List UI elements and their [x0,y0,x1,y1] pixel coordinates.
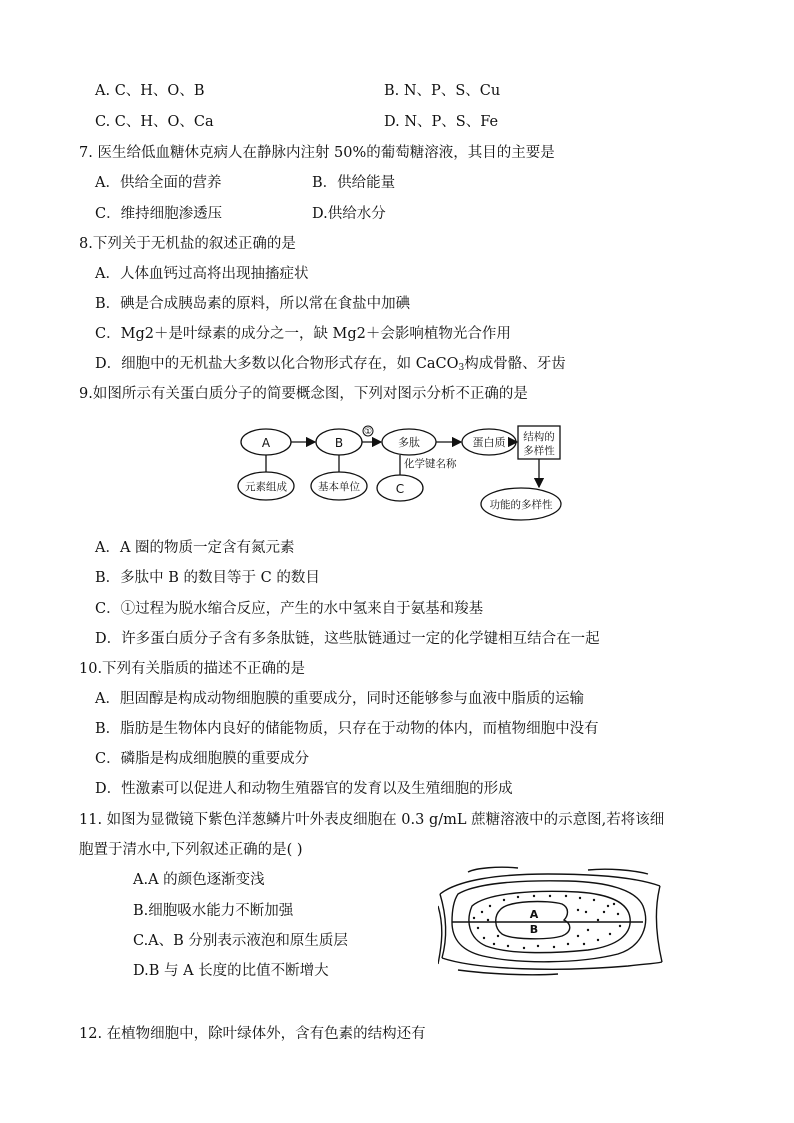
q6-option-b: B. N、P、S、Cu [384,83,501,99]
step-marker: ① [363,427,373,437]
q7-stem: 7. 医生给低血糖休克病人在静脉内注射 50%的葡萄糖溶液，其目的主要是 [79,145,555,161]
q8-option-d-text: D．细胞中的无机盐大多数以化合物形式存在，如 CaCO [95,356,459,372]
q8-option-d [95,354,566,374]
node-structure-label-2: 多样性 [523,445,555,457]
q8-option-d-subscript: 3 [458,363,465,373]
q11-stem-line1: 11. 如图为显微镜下紫色洋葱鳞片叶外表皮细胞在 0.3 g/mL 蔗糖溶液中的示意图,若将该细 [79,812,665,828]
node-unit-label: 基本单位 [318,481,360,493]
q6-option-d: D. N、P、S、Fe [384,114,499,130]
q7-option-d: D.供给水分 [312,206,386,222]
q10-option-c: C．磷脂是构成细胞膜的重要成分 [95,751,310,767]
q11-option-b: B.细胞吸水能力不断加强 [133,903,294,919]
q11-option-a: A.A 的颜色逐渐变浅 [133,872,265,888]
node-c-label: C [395,482,405,496]
q9-option-a: A．A 圈的物质一定含有氮元素 [95,540,295,556]
fig-label-b: B [529,923,539,936]
q7-option-a: A．供给全面的营养 [95,175,222,191]
q7-option-b: B．供给能量 [312,175,396,191]
q6-option-a: A. C、H、O、B [95,83,205,99]
fig-label-a: A [529,908,539,921]
q7-option-c: C．维持细胞渗透压 [95,206,223,222]
protein-concept-map [235,418,565,528]
q11-stem-line2: 胞置于清水中,下列叙述正确的是( ) [79,842,303,858]
q11-option-d: D.B 与 A 长度的比值不断增大 [133,963,329,979]
q11-option-c: C.A、B 分别表示液泡和原生质层 [133,933,348,949]
q8-option-b: B．碘是合成胰岛素的原料，所以常在食盐中加碘 [95,296,411,312]
q8-option-d-tail: 构成骨骼、牙齿 [464,356,566,372]
q12-stem: 12. 在植物细胞中，除叶绿体外，含有色素的结构还有 [79,1026,426,1042]
node-b-label: B [334,436,344,450]
node-protein-label: 蛋白质 [472,436,506,449]
node-elements-label: 元素组成 [245,481,287,493]
q9-option-b: B．多肽中 B 的数目等于 C 的数目 [95,570,320,586]
bond-label: 化学键名称 [404,458,457,470]
q9-stem: 9.如图所示有关蛋白质分子的简要概念图，下列对图示分析不正确的是 [79,386,528,402]
q9-option-c: C．①过程为脱水缩合反应，产生的水中氢来自于氨基和羧基 [95,601,484,617]
q8-stem: 8.下列关于无机盐的叙述正确的是 [79,236,296,252]
node-function-label: 功能的多样性 [489,499,553,511]
onion-cell-figure [438,866,664,976]
q10-stem: 10.下列有关脂质的描述不正确的是 [79,661,306,677]
node-structure-label-1: 结构的 [523,431,555,443]
q8-option-a: A．人体血钙过高将出现抽搐症状 [95,266,309,282]
q9-option-d: D．许多蛋白质分子含有多条肽链，这些肽链通过一定的化学键相互结合在一起 [95,631,600,647]
node-a-label: A [261,436,271,450]
q6-option-c: C. C、H、O、Ca [95,114,214,130]
q10-option-d: D．性激素可以促进人和动物生殖器官的发育以及生殖细胞的形成 [95,781,513,797]
q8-option-c: C．Mg2＋是叶绿素的成分之一，缺 Mg2＋会影响植物光合作用 [95,326,511,342]
q10-option-a: A．胆固醇是构成动物细胞膜的重要成分，同时还能够参与血液中脂质的运输 [95,691,584,707]
q10-option-b: B．脂肪是生物体内良好的储能物质，只存在于动物的体内，而植物细胞中没有 [95,721,599,737]
node-peptide-label: 多肽 [398,436,420,449]
